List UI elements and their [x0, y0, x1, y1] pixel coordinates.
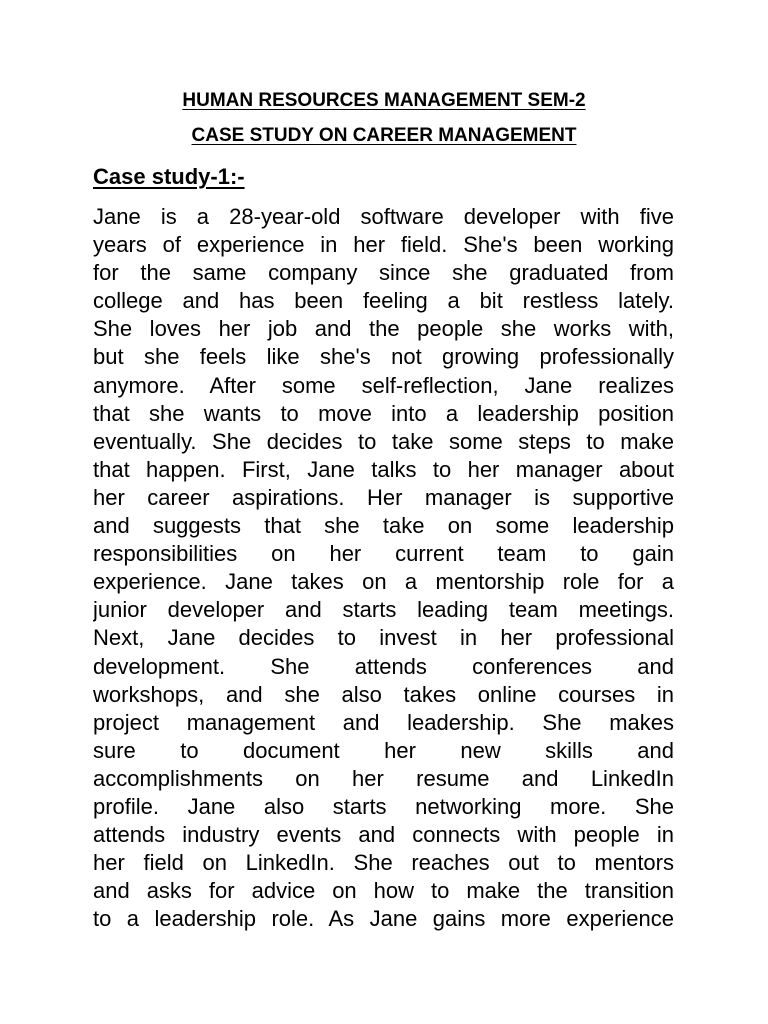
body-text-line: Next, Jane decides to invest in her professional [93, 625, 674, 651]
body-text-line: but she feels like she's not growing professionally [93, 344, 674, 370]
heading-topic-text: CASE STUDY ON CAREER MANAGEMENT [191, 125, 577, 146]
heading-course-text: HUMAN RESOURCES MANAGEMENT SEM-2 [182, 90, 586, 111]
case-study-title: Case study-1:- [93, 164, 245, 189]
document-heading-topic [0, 124, 768, 148]
body-text-line: anymore. After some self-reflection, Jane realizes [93, 372, 674, 398]
document-heading-course [0, 89, 768, 113]
body-text-line: to a leadership role. As Jane gains more experience [93, 906, 674, 932]
body-text-line: development. She attends conferences and [93, 653, 674, 679]
body-text-line: project management and leadership. She makes [93, 709, 674, 735]
body-text-line: profile. Jane also starts networking more. She [93, 793, 674, 819]
body-text-line: that she wants to move into a leadership position [93, 400, 674, 426]
body-text-line: accomplishments on her resume and LinkedIn [93, 765, 674, 791]
body-text-line: her field on LinkedIn. She reaches out to mentors [93, 850, 674, 876]
body-text-line: experience. Jane takes on a mentorship role for a [93, 569, 674, 595]
body-text-line: eventually. She decides to take some steps to make [93, 428, 674, 454]
body-text-line: college and has been feeling a bit restless lately. [93, 288, 674, 314]
body-text-line: for the same company since she graduated from [93, 260, 674, 286]
body-text-line: sure to document her new skills and [93, 737, 674, 763]
body-text-line: responsibilities on her current team to gain [93, 541, 674, 567]
body-text-line: She loves her job and the people she works with, [93, 316, 674, 342]
body-text-line: junior developer and starts leading team meetings. [93, 597, 674, 623]
case-study-body [93, 203, 674, 933]
body-text-line: workshops, and she also takes online courses in [93, 681, 674, 707]
body-text-line: Jane is a 28-year-old software developer with five [93, 204, 674, 229]
body-text-line: years of experience in her field. She's been working [93, 232, 674, 258]
body-text-line: that happen. First, Jane talks to her manager about [93, 456, 674, 482]
body-text-line: her career aspirations. Her manager is supportive [93, 484, 674, 510]
body-text-line: and suggests that she take on some leadership [93, 513, 674, 539]
body-text-line: attends industry events and connects with people in [93, 822, 674, 848]
body-text-line: and asks for advice on how to make the transition [93, 878, 674, 904]
